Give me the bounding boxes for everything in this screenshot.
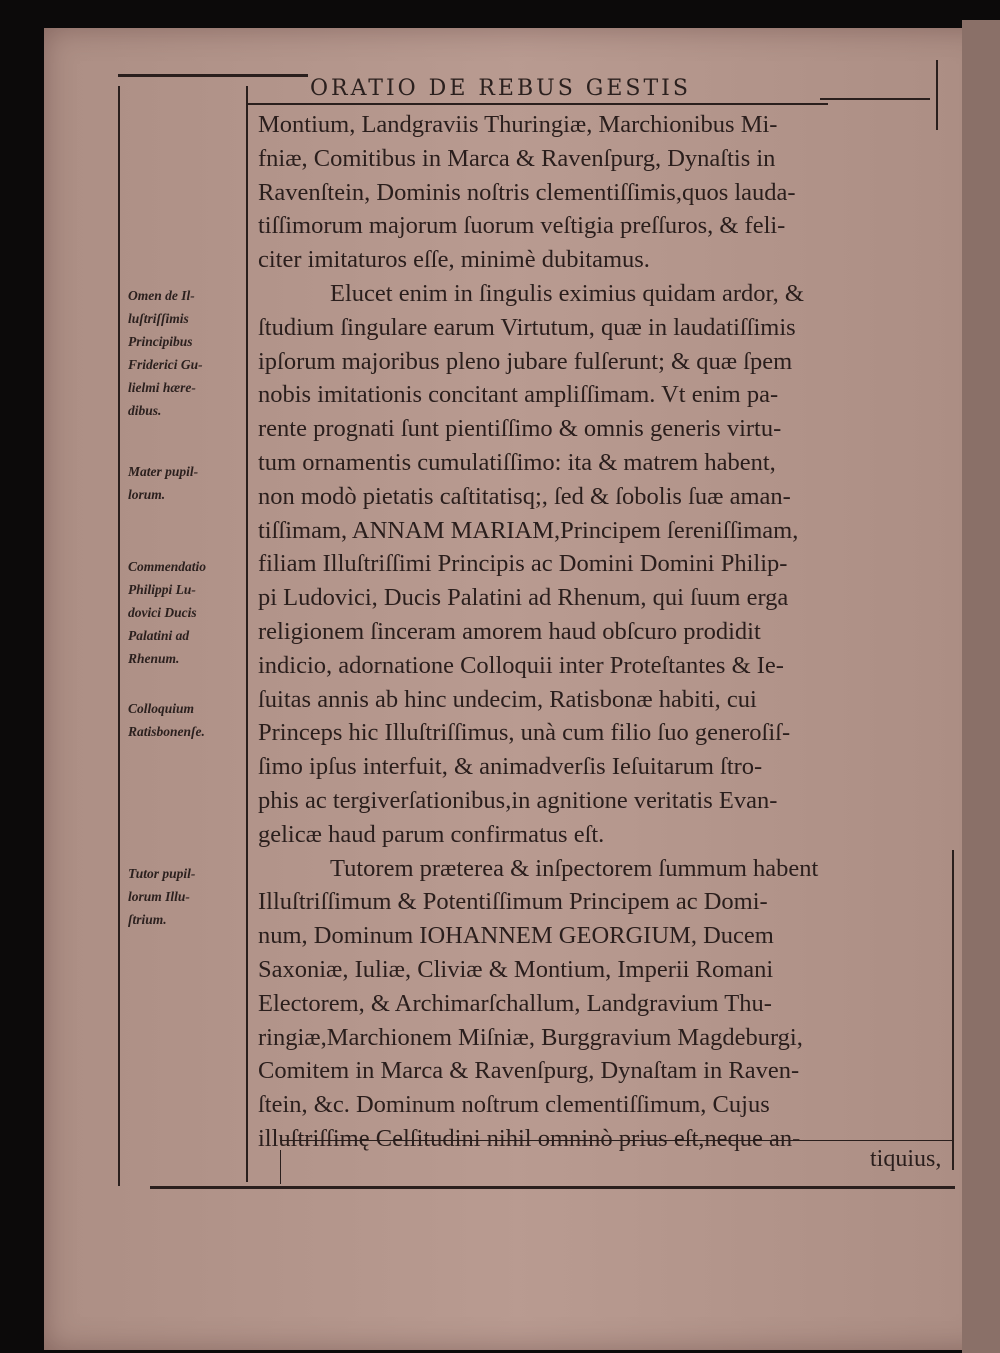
text-line: gelicæ haud parum confirmatus eſt. xyxy=(258,820,605,848)
text-line: ſtudium ſingulare earum Virtutum, quæ in laudatiſſimis xyxy=(258,313,796,341)
marginal-note xyxy=(128,697,258,743)
text-line: Comitem in Marca & Ravenſpurg, Dynaſtam in Raven- xyxy=(258,1057,800,1085)
marginal-note-line: dovici Ducis xyxy=(128,605,197,620)
marginal-note-line: Palatini ad xyxy=(128,628,190,643)
text-line: religionem ſinceram amorem haud obſcuro prodidit xyxy=(258,617,761,645)
running-header: ORATIO DE REBUS GESTIS xyxy=(310,76,691,101)
marginal-note-line: Colloquium xyxy=(128,701,195,716)
marginal-note xyxy=(128,460,258,506)
text-line: phis ac tergiverſationibus,in agnitione veritatis Evan- xyxy=(258,786,778,814)
left-margin-border xyxy=(118,86,120,1186)
text-line: ringiæ,Marchionem Miſniæ, Burggravium Magdeburgi, xyxy=(258,1023,803,1051)
marginal-note-line: Tutor pupil- xyxy=(128,866,196,881)
marginal-note-line: Principibus xyxy=(128,334,193,349)
footer-rule xyxy=(150,1186,955,1189)
marginal-note-line: ſtrium. xyxy=(128,912,167,927)
text-line: ſtein, &c. Dominum noſtrum clementiſſimum, Cujus xyxy=(258,1091,770,1119)
adjacent-page-edge xyxy=(962,20,1000,1353)
text-line: Elucet enim in ſingulis eximius quidam ardor, & xyxy=(330,279,804,307)
marginal-note xyxy=(128,862,258,931)
header-rule-top xyxy=(118,74,308,77)
text-line: tiſſimorum majorum ſuorum veſtigia preſſuros, & feli- xyxy=(258,212,786,240)
text-line: Princeps hic Illuſtriſſimus, unà cum filio ſuo generoſiſ- xyxy=(258,719,791,747)
header-rule-right xyxy=(820,98,930,100)
text-line: ſimo ipſus interfuit, & animadverſis Ieſuitarum ſtro- xyxy=(258,753,763,781)
text-line: Tutorem præterea & inſpectorem ſummum habent xyxy=(330,854,819,882)
marginal-note-line: Philippi Lu- xyxy=(128,582,196,597)
text-line: non modò pietatis caſtitatisq;, ſed & ſobolis ſuæ aman- xyxy=(258,482,791,510)
text-line: pi Ludovici, Ducis Palatini ad Rhenum, qui ſuum erga xyxy=(258,584,789,612)
text-line: Saxoniæ, Iuliæ, Cliviæ & Montium, Imperii Romani xyxy=(258,955,774,983)
text-line: Montium, Landgraviis Thuringiæ, Marchionibus Mi- xyxy=(258,111,778,138)
text-line: filiam Illuſtriſſimi Principis ac Domini Domini Philip- xyxy=(258,550,788,578)
text-line: Ravenſtein, Dominis noſtris clementiſſimis,quos lauda- xyxy=(258,178,796,206)
marginal-note-line: Ratisbonenſe. xyxy=(128,724,205,739)
marginal-note xyxy=(128,555,258,670)
text-line: illuſtriſſimę Celſitudini nihil omninò prius eſt,neque an- xyxy=(258,1124,801,1152)
text-line: ipſorum majoribus pleno jubare fulſerunt; & quæ ſpem xyxy=(258,347,793,375)
text-line: fniæ, Comitibus in Marca & Ravenſpurg, Dynaſtis in xyxy=(258,144,776,172)
text-line: citer imitaturos eſſe, minimè dubitamus. xyxy=(258,246,650,274)
marginal-note-line: Omen de Il- xyxy=(128,288,195,303)
text-line: tum ornamentis cumulatiſſimo: ita & matrem habent, xyxy=(258,448,776,476)
marginal-note-line: Friderici Gu- xyxy=(128,357,203,372)
main-text xyxy=(258,108,958,1156)
marginal-note-line: luſtriſſimis xyxy=(128,311,189,326)
text-line: Electorem, & Archimarſchallum, Landgravium Thu- xyxy=(258,989,772,1017)
marginal-note xyxy=(128,284,258,422)
text-line: rente prognati ſunt pientiſſimo & omnis generis virtu- xyxy=(258,415,782,443)
text-line: num, Dominum IOHANNEM GEORGIUM, Ducem xyxy=(258,922,774,950)
header-rule-bottom xyxy=(248,103,828,105)
text-line: nobis imitationis concitant ampliſſimam. Vt enim pa- xyxy=(258,381,779,409)
marginal-note-line: lielmi hære- xyxy=(128,380,196,395)
marginal-note-line: Mater pupil- xyxy=(128,464,199,479)
marginal-note-line: Rhenum. xyxy=(128,651,180,666)
catchword: tiquius, xyxy=(870,1146,942,1172)
text-line: ſuitas annis ab hinc undecim, Ratisbonæ habiti, cui xyxy=(258,685,757,713)
marginal-note-line: Commendatio xyxy=(128,559,207,574)
marginal-note-line: lorum Illu- xyxy=(128,889,190,904)
marginal-note-line: dibus. xyxy=(128,403,162,418)
marginal-note-line: lorum. xyxy=(128,487,166,502)
text-line: indicio, adornatione Colloquii inter Proteſtantes & Ie- xyxy=(258,651,784,679)
text-line: Illuſtriſſimum & Potentiſſimum Principem ac Domi- xyxy=(258,888,768,916)
text-line: tiſſimam, ANNAM MARIAM,Principem ſereniſſimam, xyxy=(258,516,799,544)
